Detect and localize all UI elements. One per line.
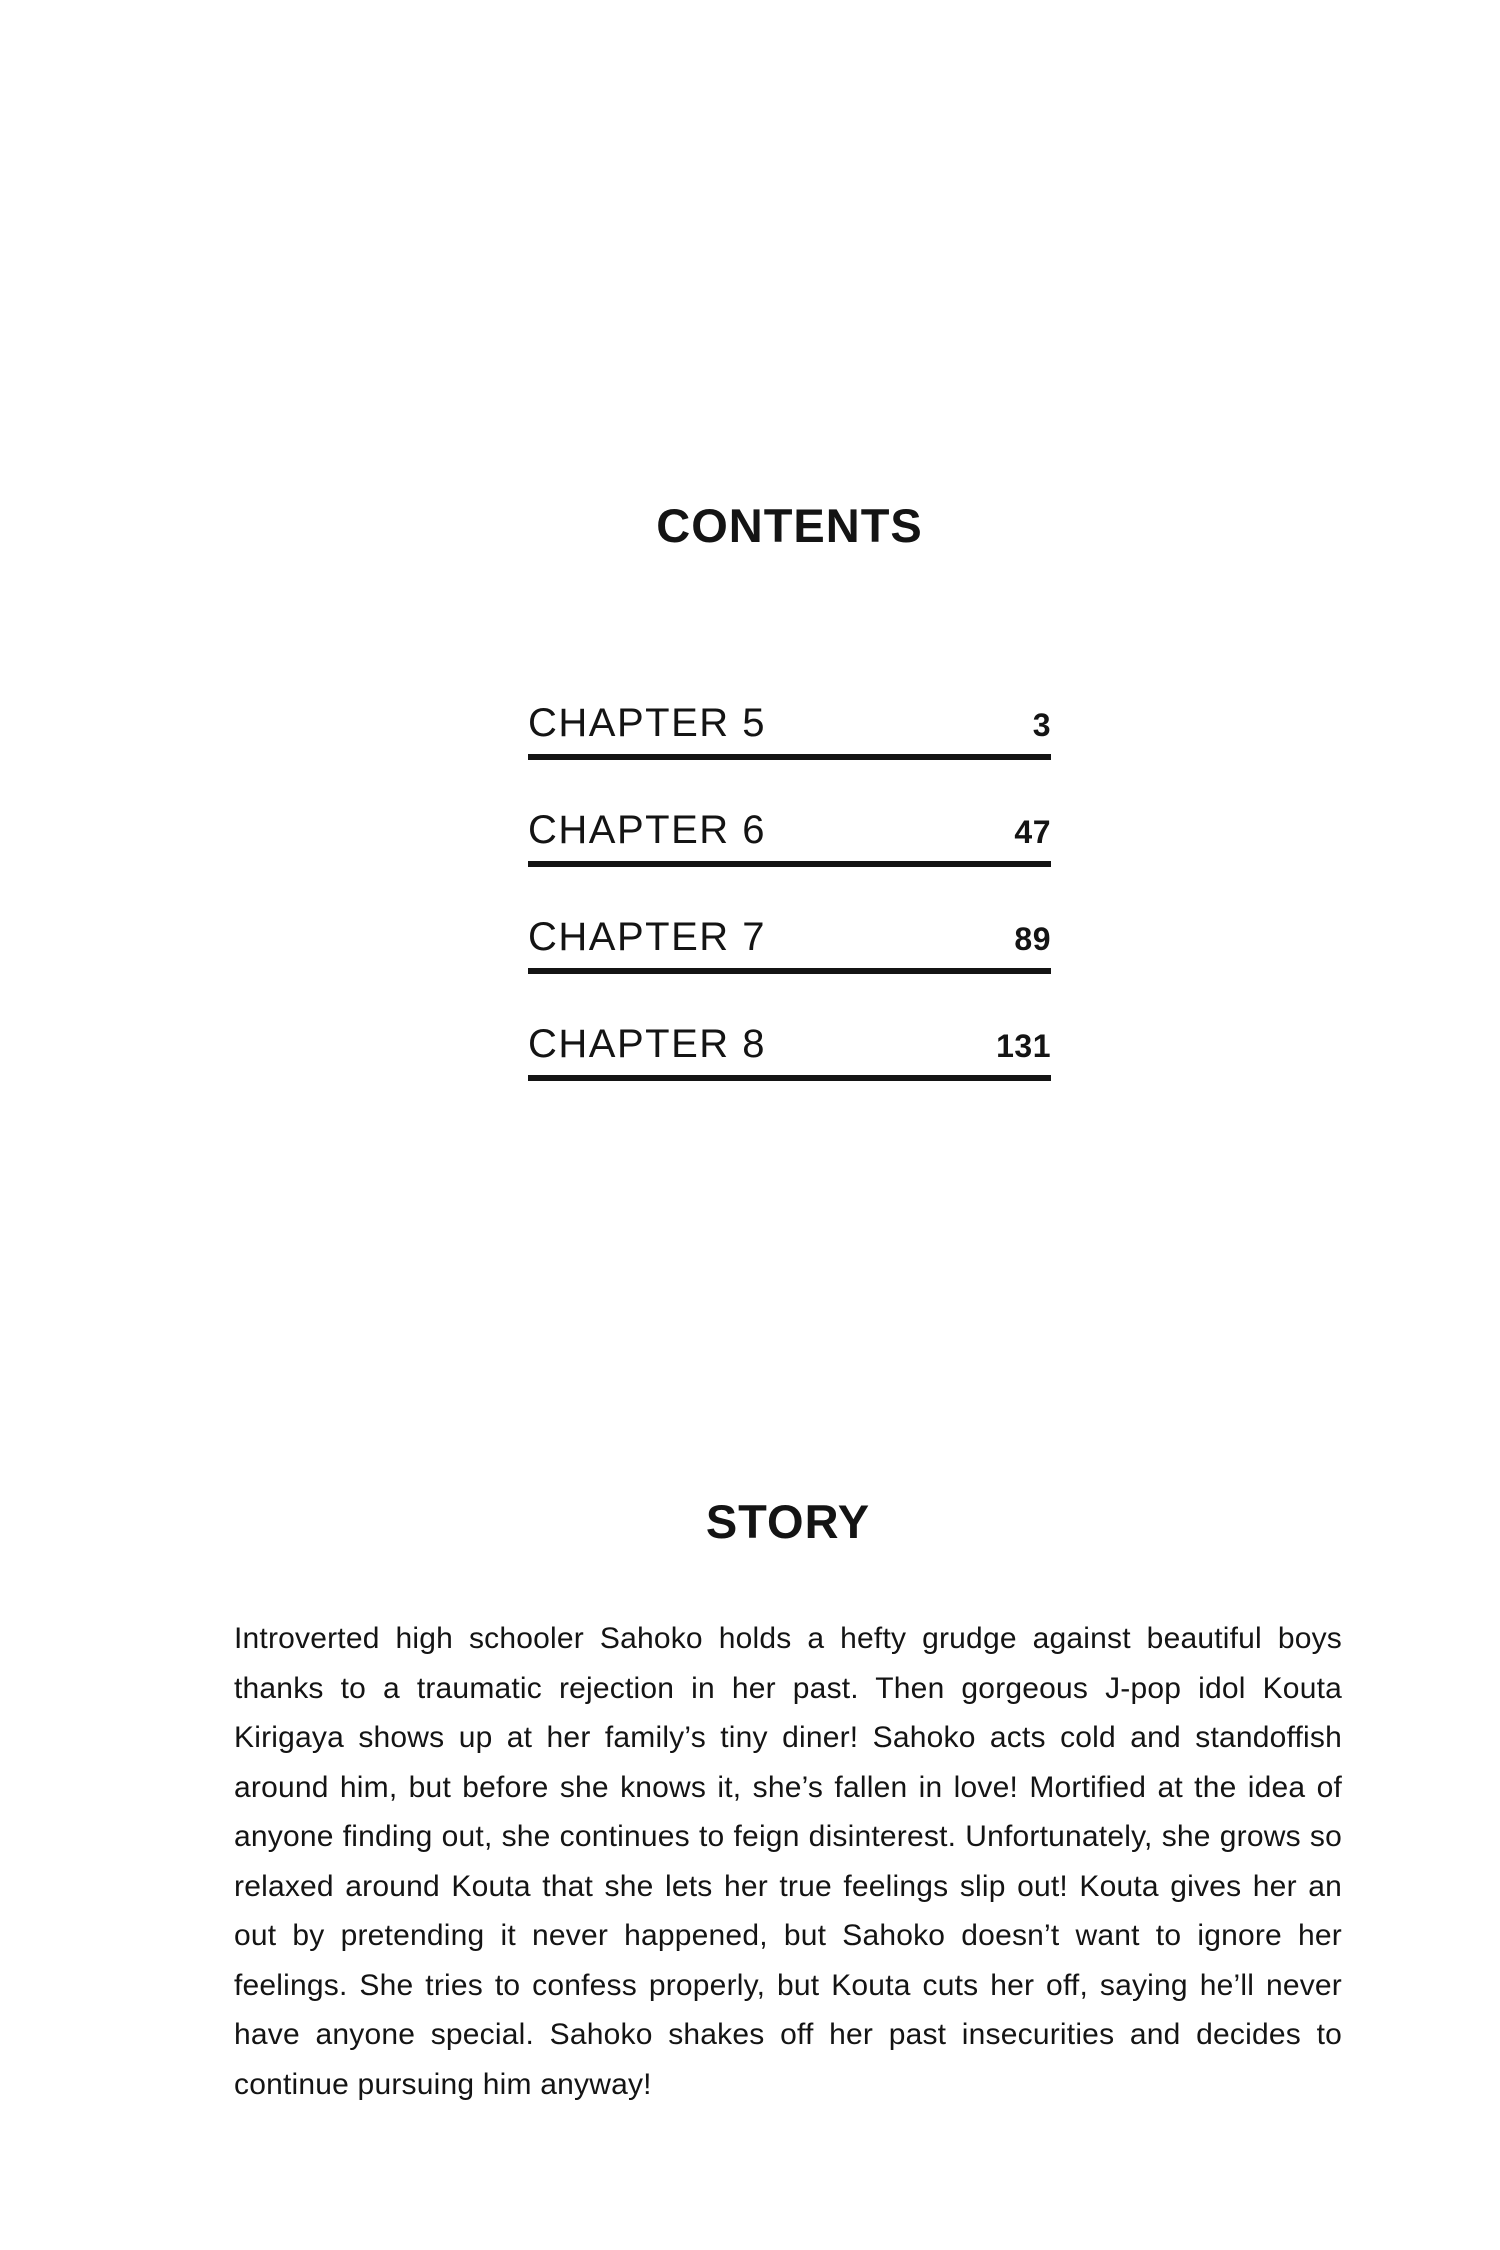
- chapter-page-number: 89: [1014, 921, 1051, 957]
- toc-entry: [528, 912, 1051, 974]
- toc-entry: [528, 698, 1051, 760]
- contents-heading: CONTENTS: [656, 499, 923, 552]
- table-of-contents: [528, 698, 1051, 1126]
- chapter-label: CHAPTER 8: [528, 1022, 766, 1066]
- story-heading: STORY: [705, 1495, 871, 1548]
- chapter-label: CHAPTER 6: [528, 808, 766, 852]
- chapter-page-number: 131: [996, 1028, 1051, 1064]
- chapter-page-number: 47: [1014, 814, 1051, 850]
- toc-entry: [528, 805, 1051, 867]
- chapter-page-number: 3: [1032, 707, 1051, 743]
- chapter-label: CHAPTER 5: [528, 701, 766, 745]
- toc-entry: [528, 1019, 1051, 1081]
- story-synopsis: Introverted high schooler Sahoko holds a hefty grudge against beautiful boys thanks to a traumatic rejection in her past. Then gorgeous J-pop idol Kouta Kirigaya shows up at her family’s tiny diner! Sahoko acts cold and standoffish around him, but before she knows it, she’s fallen in love! Mortified at the idea of anyone finding out, she continues to feign disinterest. Unfortunately, she grows so relaxed around Kouta that she lets her true feelings slip out! Kouta gives her an out by pretending it never happened, but Sahoko doesn’t want to ignore her feelings. She tries to confess properly, but Kouta cuts her off, saying he’ll never have anyone special. Sahoko shakes off her past insecurities and decides to continue pursuing him anyway!: [234, 1622, 1342, 2101]
- chapter-label: CHAPTER 7: [528, 915, 766, 959]
